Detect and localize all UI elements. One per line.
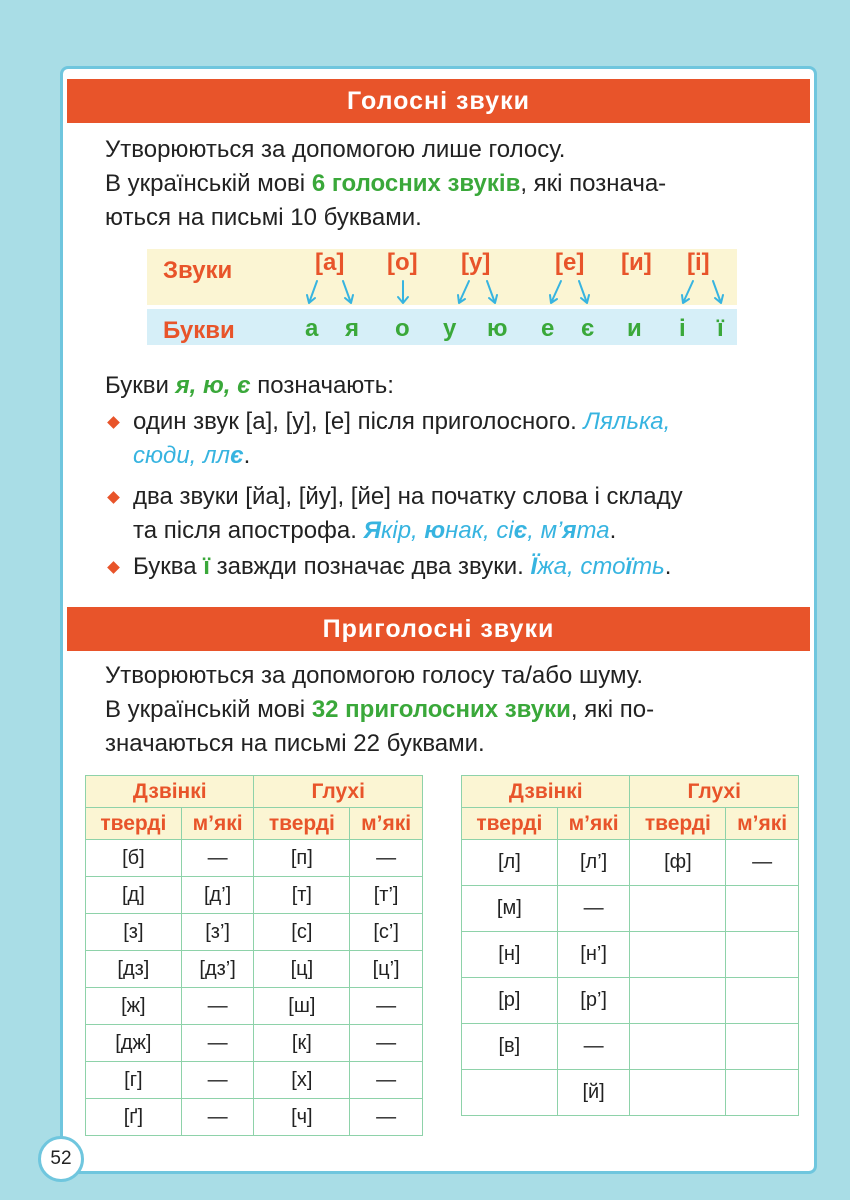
table-row <box>86 914 423 951</box>
table-cell: [з’] <box>181 914 254 951</box>
consonants-definition: Утворюються за допомогою голосу та/або шуму. <box>105 662 644 689</box>
header-soft: м’які <box>350 808 423 840</box>
table-cell <box>462 1070 558 1116</box>
table-cell: — <box>350 988 423 1025</box>
table-cell: [с] <box>254 914 350 951</box>
table-row <box>462 978 799 1024</box>
table-cell: [к] <box>254 1025 350 1062</box>
letter-o: о <box>395 315 410 342</box>
table-cell: [н’] <box>557 932 630 978</box>
table-cell <box>726 978 799 1024</box>
sounds-label: Звуки <box>163 257 233 284</box>
table-row <box>86 1062 423 1099</box>
table-row <box>86 988 423 1025</box>
rule-two-sounds-examples: та після апострофа. Якір, юнак, сіє, м’ята. <box>133 517 617 544</box>
table-cell <box>726 1070 799 1116</box>
table-cell: — <box>181 1062 254 1099</box>
letter-yi: ї <box>717 315 724 342</box>
table-cell: — <box>350 840 423 877</box>
table-row <box>86 877 423 914</box>
consonant-table-right <box>461 775 799 1116</box>
table-cell: [ц’] <box>350 951 423 988</box>
rule-one-sound-examples: сюди, ллє. <box>133 442 251 469</box>
sound-y: [и] <box>621 249 652 276</box>
consonants-count-line: В українській мові 32 приголосних звуки, які по- <box>105 696 655 723</box>
letter-a: а <box>305 315 319 342</box>
letter-y: и <box>627 315 642 342</box>
header-voiceless: Глухі <box>630 776 799 808</box>
mapping-arrows-icon <box>147 275 737 311</box>
header-voiceless: Глухі <box>254 776 423 808</box>
table-cell: [дз’] <box>181 951 254 988</box>
table-cell: — <box>350 1025 423 1062</box>
table-row <box>86 1099 423 1136</box>
vowels-count-line: В українській мові 6 голосних звуків, які познача- <box>105 170 667 197</box>
header-voiced: Дзвінкі <box>462 776 630 808</box>
letters-label: Букви <box>163 317 235 344</box>
table-cell: — <box>181 988 254 1025</box>
table-cell: [й] <box>557 1070 630 1116</box>
table-cell: — <box>181 1025 254 1062</box>
table-row <box>462 932 799 978</box>
header-hard: тверді <box>630 808 726 840</box>
vowels-count-line-2: ються на письмі 10 буквами. <box>105 204 422 231</box>
letter-e: е <box>541 315 555 342</box>
table-cell: [ч] <box>254 1099 350 1136</box>
table-cell: [д] <box>86 877 182 914</box>
sound-a: [а] <box>315 249 345 276</box>
table-cell <box>726 932 799 978</box>
header-hard: тверді <box>462 808 558 840</box>
table-cell: — <box>557 886 630 932</box>
header-hard: тверді <box>86 808 182 840</box>
table-cell: [л] <box>462 840 558 886</box>
letter-ye: є <box>581 315 595 342</box>
sound-e: [е] <box>555 249 585 276</box>
table-row <box>462 840 799 886</box>
table-cell: [дж] <box>86 1025 182 1062</box>
table-cell: [л’] <box>557 840 630 886</box>
bullet-1-icon <box>107 416 120 429</box>
table-cell: [т’] <box>350 877 423 914</box>
bullet-3-icon <box>107 561 120 574</box>
letters-intro: Букви я, ю, є позначають: <box>105 372 394 399</box>
table-cell <box>630 1024 726 1070</box>
rule-one-sound: один звук [а], [у], [е] після приголосного. Лялька, <box>133 408 671 435</box>
table-cell: [з] <box>86 914 182 951</box>
table-cell: [р] <box>462 978 558 1024</box>
table-cell: — <box>181 840 254 877</box>
table-cell: [ж] <box>86 988 182 1025</box>
table-row <box>86 951 423 988</box>
table-row <box>462 886 799 932</box>
table-cell: [ц] <box>254 951 350 988</box>
bullet-2-icon <box>107 491 120 504</box>
sound-i: [і] <box>687 249 710 276</box>
consonants-banner: Приголосні звуки <box>67 607 810 651</box>
table-row <box>462 1070 799 1116</box>
vowels-definition: Утворюються за допомогою лише голосу. <box>105 136 566 163</box>
table-cell: — <box>350 1099 423 1136</box>
letter-ya: я <box>345 315 360 342</box>
table-cell <box>630 978 726 1024</box>
table-cell <box>726 886 799 932</box>
table-cell: [р’] <box>557 978 630 1024</box>
table-cell: [т] <box>254 877 350 914</box>
header-soft: м’які <box>557 808 630 840</box>
table-cell: [ш] <box>254 988 350 1025</box>
letter-yu: ю <box>487 315 508 342</box>
table-row <box>462 1024 799 1070</box>
table-cell: — <box>557 1024 630 1070</box>
letters-row <box>147 309 737 345</box>
table-cell <box>630 1070 726 1116</box>
consonants-count-line-2: значаються на письмі 22 буквами. <box>105 730 485 757</box>
vowels-banner: Голосні звуки <box>67 79 810 123</box>
page-card <box>60 66 817 1174</box>
letter-i: і <box>679 315 686 342</box>
sound-o: [о] <box>387 249 418 276</box>
table-cell: [в] <box>462 1024 558 1070</box>
table-cell: [м] <box>462 886 558 932</box>
rule-two-sounds: два звуки [йа], [йу], [йе] на початку слова і складу <box>133 483 683 510</box>
table-cell: [н] <box>462 932 558 978</box>
table-cell: [ф] <box>630 840 726 886</box>
header-hard: тверді <box>254 808 350 840</box>
table-cell <box>726 1024 799 1070</box>
table-cell: [г] <box>86 1062 182 1099</box>
page-number: 52 <box>38 1136 84 1182</box>
header-voiced: Дзвінкі <box>86 776 254 808</box>
table-cell: [п] <box>254 840 350 877</box>
table-cell: — <box>726 840 799 886</box>
table-row <box>86 840 423 877</box>
sound-u: [у] <box>461 249 491 276</box>
table-cell: [х] <box>254 1062 350 1099</box>
table-cell <box>630 932 726 978</box>
table-row <box>86 1025 423 1062</box>
rule-yi: Буква ї завжди позначає два звуки. Їжа, стоїть. <box>133 553 672 580</box>
letter-u: у <box>443 315 457 342</box>
table-cell <box>630 886 726 932</box>
table-cell: [б] <box>86 840 182 877</box>
header-soft: м’які <box>181 808 254 840</box>
table-cell: [дз] <box>86 951 182 988</box>
table-cell: [ґ] <box>86 1099 182 1136</box>
table-cell: — <box>181 1099 254 1136</box>
header-soft: м’які <box>726 808 799 840</box>
table-cell: [с’] <box>350 914 423 951</box>
table-cell: [д’] <box>181 877 254 914</box>
consonant-table-left <box>85 775 423 1136</box>
table-cell: — <box>350 1062 423 1099</box>
